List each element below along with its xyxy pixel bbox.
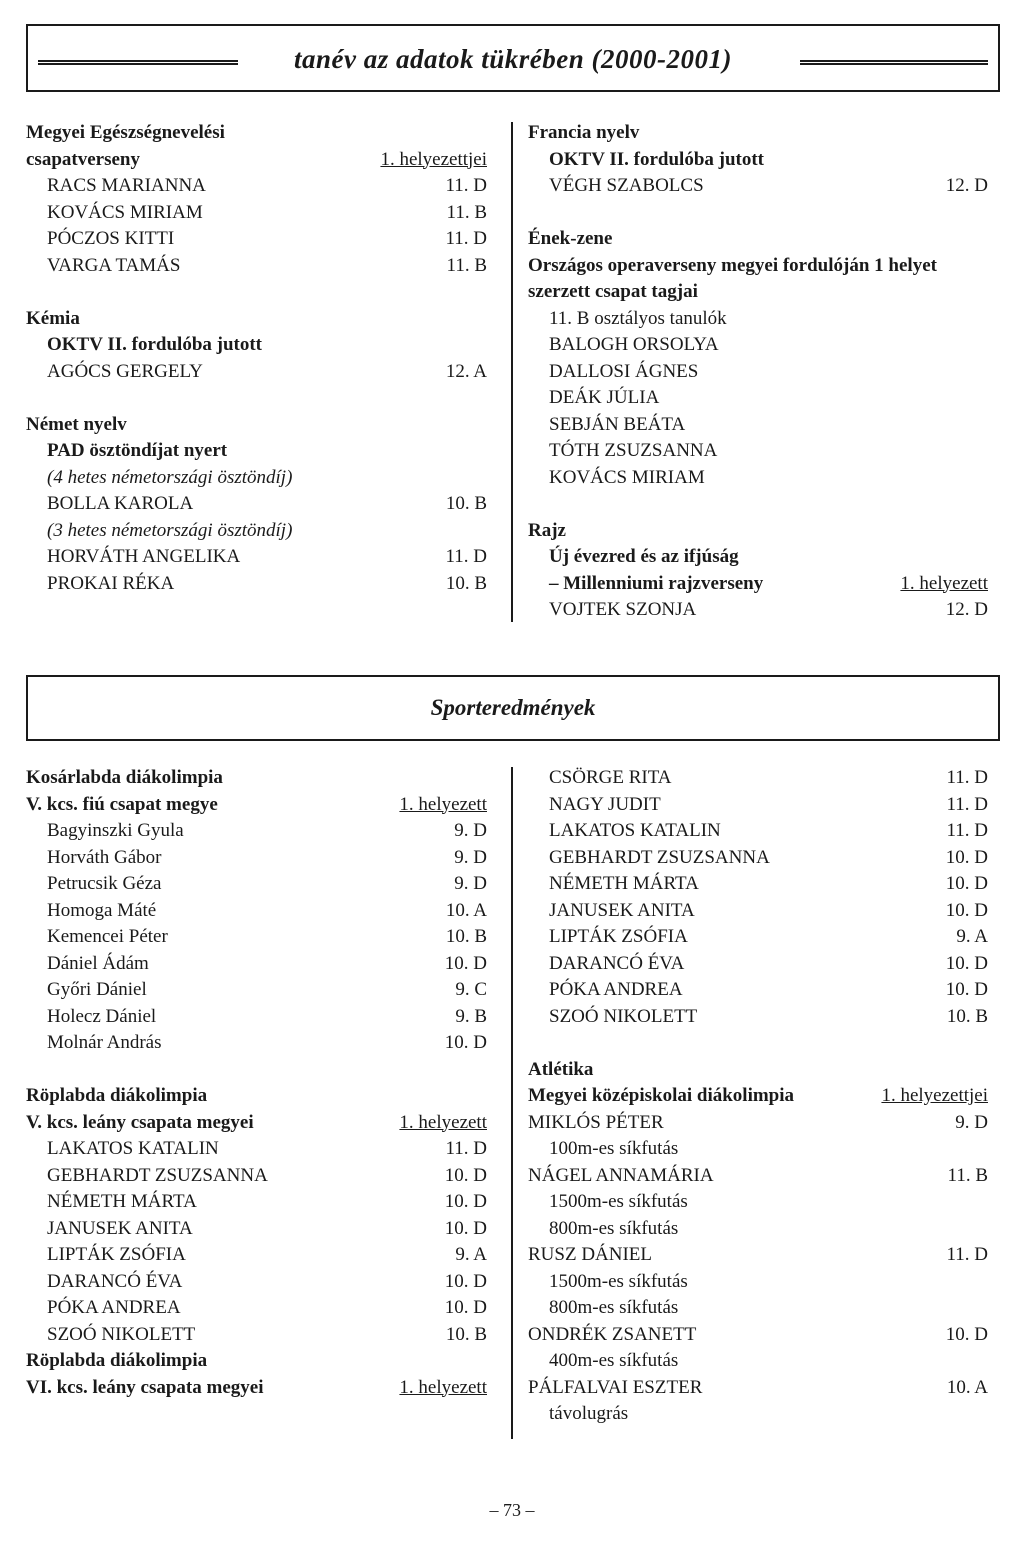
list-item: [528, 1165, 988, 1192]
entry-label: Német nyelv: [26, 413, 127, 435]
list-item: [26, 1165, 487, 1192]
entry-label: GEBHARDT ZSUZSANNA: [47, 1164, 268, 1186]
list-item: [528, 228, 988, 255]
list-item: [26, 308, 487, 335]
entry-label: szerzett csapat tagjai: [528, 281, 698, 302]
spacer: [528, 493, 988, 520]
list-item: [528, 1377, 988, 1404]
header-banner: [26, 24, 1000, 92]
list-item: [26, 1032, 487, 1059]
entry-value: 10. D: [444, 1191, 487, 1212]
entry-label: VARGA TAMÁS: [47, 254, 181, 276]
entry-label: 100m-es síkfutás: [549, 1138, 679, 1159]
entry-label: Megyei középiskolai diákolimpia: [528, 1085, 795, 1106]
entry-label: KOVÁCS MIRIAM: [47, 201, 203, 223]
entry-value: 10. B: [445, 572, 487, 594]
list-item: [26, 1138, 487, 1165]
list-item: [528, 440, 988, 467]
list-item: [26, 979, 487, 1006]
entry-label: Horváth Gábor: [47, 846, 162, 868]
entry-label: Kémia: [26, 307, 80, 329]
list-item: [26, 1218, 487, 1245]
list-item: [528, 361, 988, 388]
list-item: [26, 520, 487, 547]
entry-label: Kosárlabda diákolimpia: [26, 767, 223, 788]
entry-label: 800m-es síkfutás: [549, 1217, 679, 1239]
entry-label: Röplabda diákolimpia: [26, 1085, 208, 1106]
entry-label: NAGY JUDIT: [549, 793, 661, 815]
list-item: [26, 953, 487, 980]
entry-label: 11. B osztályos tanulók: [549, 307, 727, 329]
list-item: [528, 255, 988, 282]
entry-label: LIPTÁK ZSÓFIA: [549, 926, 688, 947]
entry-label: DALLOSI ÁGNES: [549, 360, 699, 382]
list-item: [528, 926, 988, 953]
list-item: [528, 1112, 988, 1139]
entry-value: 11. D: [445, 1138, 487, 1159]
list-item: [528, 149, 988, 176]
entry-label: Megyei Egészségnevelési: [26, 122, 225, 143]
list-item: [528, 979, 988, 1006]
bottom-left-column: [26, 767, 487, 1403]
entry-value: 10. D: [444, 1164, 487, 1186]
list-item: [528, 387, 988, 414]
list-item: [528, 873, 988, 900]
list-item: [528, 1403, 988, 1430]
list-item: [528, 1085, 988, 1112]
list-item: [528, 1191, 988, 1218]
entry-label: Molnár András: [47, 1032, 162, 1053]
list-item: [26, 202, 487, 229]
list-item: [528, 467, 988, 494]
list-item: [528, 1271, 988, 1298]
list-item: [528, 1218, 988, 1245]
top-left-column: [26, 122, 487, 599]
list-item: [26, 1191, 487, 1218]
list-item: [528, 546, 988, 573]
list-item: [26, 1324, 487, 1351]
entry-label: VÉGH SZABOLCS: [549, 175, 704, 196]
entry-value: 1. helyezett: [399, 793, 487, 815]
entry-value: 9. D: [454, 846, 487, 868]
entry-label: BALOGH ORSOLYA: [549, 334, 719, 355]
entry-label: 800m-es síkfutás: [549, 1297, 679, 1318]
entry-label: PÓKA ANDREA: [549, 979, 683, 1000]
list-item: [26, 175, 487, 202]
entry-label: DARANCÓ ÉVA: [47, 1270, 183, 1292]
list-item: [26, 1112, 487, 1139]
list-item: [528, 1244, 988, 1271]
entry-label: 400m-es síkfutás: [549, 1350, 679, 1371]
list-item: [528, 953, 988, 980]
entry-value: 10. D: [945, 846, 988, 868]
entry-label: KOVÁCS MIRIAM: [549, 466, 705, 488]
entry-label: BOLLA KAROLA: [47, 493, 194, 514]
entry-value: 10. D: [945, 873, 988, 894]
entry-label: ONDRÉK ZSANETT: [528, 1323, 697, 1345]
entry-value: 10. D: [444, 952, 487, 974]
list-item: [528, 175, 988, 202]
entry-value: 10. D: [945, 952, 988, 974]
entry-label: Atlétika: [528, 1058, 594, 1080]
list-item: [26, 794, 487, 821]
list-item: [26, 926, 487, 953]
entry-label: NÉMETH MÁRTA: [47, 1191, 197, 1212]
list-item: [26, 573, 487, 600]
list-item: [528, 767, 988, 794]
spacer: [528, 202, 988, 229]
list-item: [26, 767, 487, 794]
entry-value: 10. B: [445, 1323, 487, 1345]
bottom-column-divider: [511, 767, 513, 1439]
entry-value: 12. D: [945, 175, 988, 196]
entry-value: 10. D: [444, 1297, 487, 1318]
entry-label: LAKATOS KATALIN: [47, 1138, 219, 1159]
list-item: [528, 1297, 988, 1324]
entry-value: 9. B: [455, 1005, 487, 1027]
entry-label: PÓKA ANDREA: [47, 1297, 181, 1318]
list-item: [528, 281, 988, 308]
page-title: tanév az adatok tükrében (2000-2001): [294, 44, 732, 74]
entry-value: 11. B: [446, 254, 487, 276]
entry-value: 1. helyezettjei: [881, 1085, 988, 1106]
list-item: [528, 308, 988, 335]
entry-label: Homoga Máté: [47, 899, 157, 921]
list-item: [528, 122, 988, 149]
list-item: [528, 794, 988, 821]
entry-label: Új évezred és az ifjúság: [549, 546, 739, 567]
entry-value: 9. A: [956, 926, 988, 947]
entry-value: 12. D: [945, 599, 988, 620]
entry-label: Bagyinszki Gyula: [47, 820, 184, 841]
spacer: [528, 1032, 988, 1059]
entry-label: RACS MARIANNA: [47, 175, 206, 196]
entry-label: Országos operaverseny megyei fordulóján 1 helyet: [528, 254, 937, 276]
entry-label: PAD ösztöndíjat nyert: [47, 440, 228, 461]
header-rule-right: [800, 60, 988, 65]
list-item: [26, 440, 487, 467]
entry-label: JANUSEK ANITA: [47, 1217, 193, 1239]
entry-label: DARANCÓ ÉVA: [549, 952, 685, 974]
entry-value: 9. D: [454, 873, 487, 894]
entry-label: Ének-zene: [528, 228, 613, 249]
entry-value: 1. helyezett: [399, 1111, 487, 1133]
list-item: [26, 820, 487, 847]
list-item: [26, 873, 487, 900]
entry-value: 11. D: [445, 228, 487, 249]
list-item: [26, 149, 487, 176]
entry-value: 10. D: [945, 899, 988, 921]
entry-value: 11. D: [946, 767, 988, 788]
entry-label: Röplabda diákolimpia: [26, 1350, 208, 1371]
entry-label: TÓTH ZSUZSANNA: [549, 440, 718, 461]
list-item: [528, 900, 988, 927]
entry-value: 12. A: [445, 360, 487, 382]
list-item: [26, 1271, 487, 1298]
list-item: [528, 1059, 988, 1086]
sport-banner: [26, 675, 1000, 741]
entry-label: Francia nyelv: [528, 122, 640, 143]
entry-value: 11. B: [947, 1164, 988, 1186]
entry-label: Rajz: [528, 519, 566, 541]
list-item: [528, 334, 988, 361]
entry-label: NÉMETH MÁRTA: [549, 873, 699, 894]
list-item: [26, 1244, 487, 1271]
list-item: [528, 573, 988, 600]
entry-label: JANUSEK ANITA: [549, 899, 695, 921]
spacer: [26, 387, 487, 414]
entry-label: GEBHARDT ZSUZSANNA: [549, 846, 770, 868]
entry-value: 1. helyezettjei: [380, 148, 487, 170]
list-item: [528, 1138, 988, 1165]
list-item: [26, 334, 487, 361]
list-item: [26, 122, 487, 149]
entry-value: 1. helyezett: [900, 572, 988, 594]
entry-value: 11. D: [946, 820, 988, 841]
list-item: [26, 546, 487, 573]
top-column-divider: [511, 122, 513, 622]
list-item: [528, 599, 988, 626]
entry-value: 9. C: [455, 979, 487, 1000]
bottom-right-column: [528, 767, 988, 1430]
entry-label: Petrucsik Géza: [47, 873, 162, 894]
entry-label: Dániel Ádám: [47, 952, 149, 974]
entry-label: VI. kcs. leány csapata megyei: [26, 1376, 264, 1398]
entry-value: 10. D: [945, 979, 988, 1000]
list-item: [26, 467, 487, 494]
entry-label: VOJTEK SZONJA: [549, 599, 697, 620]
top-right-column: [528, 122, 988, 626]
entry-label: PÁLFALVAI ESZTER: [528, 1376, 703, 1398]
entry-label: OKTV II. fordulóba jutott: [549, 148, 765, 170]
entry-label: SEBJÁN BEÁTA: [549, 413, 686, 435]
entry-label: LAKATOS KATALIN: [549, 820, 721, 841]
entry-label: OKTV II. fordulóba jutott: [47, 334, 263, 355]
list-item: [528, 520, 988, 547]
entry-label: RUSZ DÁNIEL: [528, 1244, 653, 1265]
entry-value: 10. A: [445, 899, 487, 921]
entry-label: NÁGEL ANNAMÁRIA: [528, 1164, 714, 1186]
entry-label: SZOÓ NIKOLETT: [549, 1005, 698, 1027]
spacer: [26, 1059, 487, 1086]
entry-label: Győri Dániel: [47, 979, 147, 1000]
entry-value: 11. D: [946, 1244, 988, 1265]
list-item: [26, 847, 487, 874]
list-item: [528, 847, 988, 874]
list-item: [26, 900, 487, 927]
entry-label: Kemencei Péter: [47, 926, 168, 947]
entry-label: (3 hetes németországi ösztöndíj): [47, 519, 293, 541]
entry-label: AGÓCS GERGELY: [47, 360, 203, 382]
entry-label: – Millenniumi rajzverseny: [549, 572, 764, 594]
entry-label: PROKAI RÉKA: [47, 572, 175, 594]
list-item: [26, 1006, 487, 1033]
entry-label: 1500m-es síkfutás: [549, 1270, 688, 1292]
entry-value: 11. D: [445, 175, 487, 196]
entry-value: 10. D: [945, 1323, 988, 1345]
entry-value: 10. B: [445, 493, 487, 514]
list-item: [528, 1324, 988, 1351]
entry-label: távolugrás: [549, 1403, 629, 1424]
list-item: [26, 1377, 487, 1404]
entry-label: V. kcs. leány csapata megyei: [26, 1111, 254, 1133]
list-item: [528, 1350, 988, 1377]
sport-section-title: Sporteredmények: [430, 695, 596, 720]
entry-value: 11. D: [445, 546, 487, 567]
entry-label: DEÁK JÚLIA: [549, 387, 660, 408]
list-item: [26, 493, 487, 520]
entry-value: 10. D: [444, 1270, 487, 1292]
list-item: [528, 820, 988, 847]
entry-value: 11. D: [946, 793, 988, 815]
list-item: [26, 414, 487, 441]
entry-label: HORVÁTH ANGELIKA: [47, 546, 241, 567]
entry-label: V. kcs. fiú csapat megye: [26, 793, 218, 815]
list-item: [26, 361, 487, 388]
entry-value: 10. D: [444, 1032, 487, 1053]
entry-label: CSÖRGE RITA: [549, 767, 672, 788]
list-item: [528, 1006, 988, 1033]
entry-value: 10. B: [445, 926, 487, 947]
entry-label: LIPTÁK ZSÓFIA: [47, 1244, 186, 1265]
entry-label: Holecz Dániel: [47, 1005, 157, 1027]
list-item: [26, 1297, 487, 1324]
page-number: – 73 –: [489, 1500, 535, 1520]
spacer: [26, 281, 487, 308]
entry-value: 10. A: [946, 1376, 988, 1398]
entry-value: 11. B: [446, 201, 487, 223]
entry-label: SZOÓ NIKOLETT: [47, 1323, 196, 1345]
entry-value: 1. helyezett: [399, 1376, 487, 1398]
entry-value: 9. A: [455, 1244, 487, 1265]
entry-label: (4 hetes németországi ösztöndíj): [47, 466, 293, 488]
entry-value: 10. D: [444, 1217, 487, 1239]
entry-label: MIKLÓS PÉTER: [528, 1111, 664, 1133]
entry-value: 9. D: [454, 820, 487, 841]
entry-value: 9. D: [955, 1111, 988, 1133]
list-item: [26, 255, 487, 282]
entry-label: 1500m-es síkfutás: [549, 1191, 688, 1212]
list-item: [26, 1350, 487, 1377]
entry-label: PÓCZOS KITTI: [47, 228, 175, 249]
entry-label: csapatverseny: [26, 148, 140, 170]
list-item: [528, 414, 988, 441]
list-item: [26, 228, 487, 255]
entry-value: 10. B: [946, 1005, 988, 1027]
list-item: [26, 1085, 487, 1112]
